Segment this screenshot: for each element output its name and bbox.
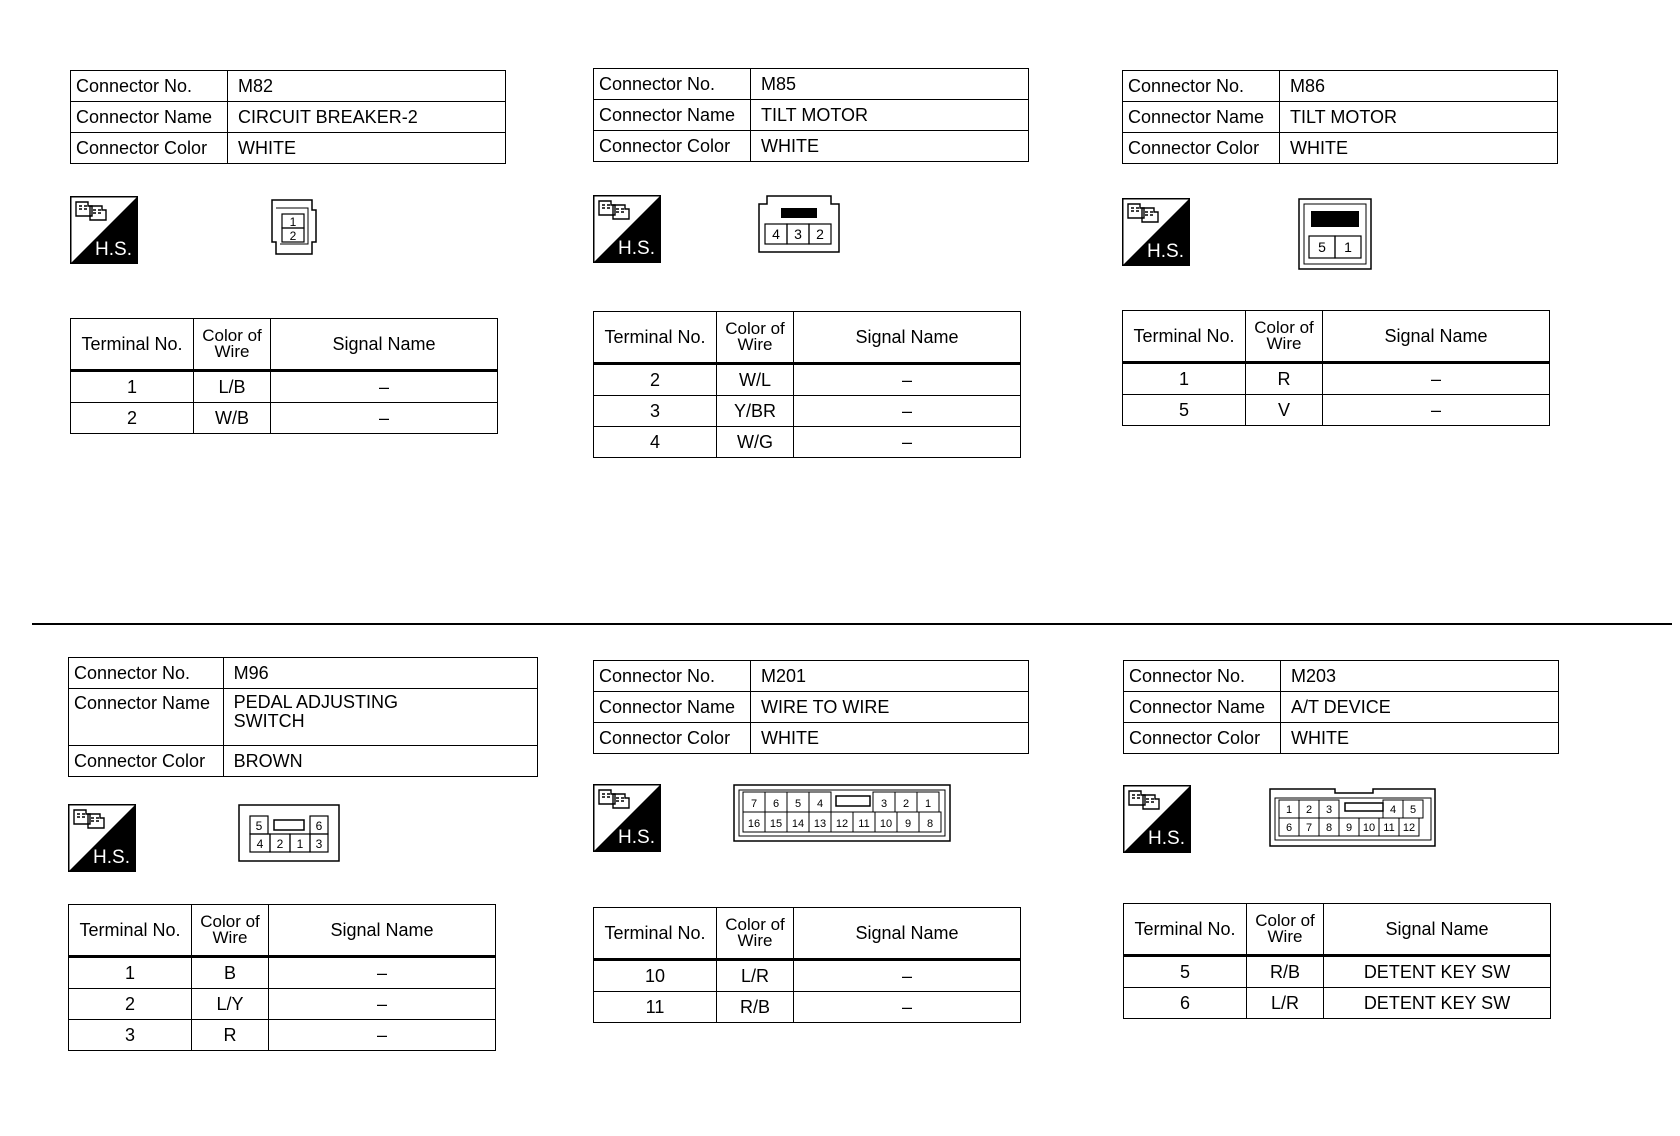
connector-face-diagram	[1298, 198, 1376, 274]
terminal-no-header: Terminal No.	[1124, 904, 1247, 956]
pin-10: 10	[879, 818, 893, 830]
table-row	[1124, 956, 1551, 988]
connector-no-value: M82	[228, 71, 506, 102]
wire-color: V	[1246, 395, 1323, 426]
table-row	[1123, 395, 1550, 426]
connector-no-value: M203	[1281, 661, 1559, 692]
pin-2: 2	[816, 226, 824, 242]
table-row	[71, 371, 498, 403]
hs-label: H.S.	[618, 238, 655, 259]
connector-face-diagram	[757, 194, 847, 258]
connector-panel-m203	[1123, 660, 1593, 1013]
signal-name: –	[269, 989, 496, 1020]
connector-name-value: TILT MOTOR	[1280, 102, 1558, 133]
connector-color-label: Connector Color	[69, 746, 224, 777]
connector-name-value: CIRCUIT BREAKER-2	[228, 102, 506, 133]
terminal-table	[68, 904, 496, 1051]
connector-panel-m201	[593, 660, 1063, 1017]
connector-info-table	[1122, 70, 1558, 164]
terminal-no-header: Terminal No.	[71, 319, 194, 371]
table-row	[1124, 988, 1551, 1019]
signal-name: –	[794, 364, 1021, 396]
terminal-no: 1	[71, 371, 194, 403]
terminal-no-header: Terminal No.	[594, 312, 717, 364]
connector-info-table	[68, 657, 538, 777]
harness-side-icon	[1123, 785, 1191, 853]
pin-6: 6	[1285, 822, 1293, 834]
terminal-no-header: Terminal No.	[69, 905, 192, 957]
connector-name-label: Connector Name	[69, 689, 224, 746]
connector-panel-m85	[593, 68, 1063, 452]
table-row	[71, 403, 498, 434]
wire-color: B	[192, 957, 269, 989]
signal-name-header: Signal Name	[1324, 904, 1551, 956]
connector-info-table	[593, 68, 1029, 162]
terminal-no: 5	[1124, 956, 1247, 988]
pin-1: 1	[1344, 239, 1352, 255]
connector-no-value: M85	[751, 69, 1029, 100]
connector-no-label: Connector No.	[594, 69, 751, 100]
connector-name-value: TILT MOTOR	[751, 100, 1029, 131]
pin-14: 14	[791, 818, 805, 830]
harness-side-icon	[593, 195, 661, 263]
harness-side-icon	[70, 196, 138, 264]
terminal-table	[70, 318, 498, 434]
signal-name: –	[271, 371, 498, 403]
color-of-wire-header: Color of Wire	[194, 319, 271, 371]
pin-8: 8	[1325, 822, 1333, 834]
harness-side-icon	[68, 804, 136, 872]
connector-color-label: Connector Color	[594, 131, 751, 162]
wire-color: L/Y	[192, 989, 269, 1020]
hs-label: H.S.	[618, 827, 655, 848]
wire-color: W/L	[717, 364, 794, 396]
color-of-wire-header: Color of Wire	[1247, 904, 1324, 956]
hs-label: H.S.	[93, 847, 130, 868]
terminal-no: 10	[594, 960, 717, 992]
terminal-no: 5	[1123, 395, 1246, 426]
wire-color: W/B	[194, 403, 271, 434]
pin-8: 8	[926, 818, 934, 830]
table-row	[594, 396, 1021, 427]
table-row	[69, 1020, 496, 1051]
pin-4: 4	[1389, 804, 1397, 816]
pin-2: 2	[902, 798, 910, 810]
connector-name-value: WIRE TO WIRE	[751, 692, 1029, 723]
terminal-table	[593, 907, 1021, 1023]
table-row	[69, 989, 496, 1020]
terminal-no: 1	[69, 957, 192, 989]
connector-no-label: Connector No.	[71, 71, 228, 102]
connector-info-table	[593, 660, 1029, 754]
connector-color-label: Connector Color	[71, 133, 228, 164]
pin-9: 9	[904, 818, 912, 830]
pin-4: 4	[256, 837, 264, 851]
section-divider	[32, 623, 1672, 625]
harness-side-icon	[593, 784, 661, 852]
pin-1: 1	[296, 837, 304, 851]
connector-color-value: WHITE	[1281, 723, 1559, 754]
pin-3: 3	[315, 837, 323, 851]
pin-12: 12	[1402, 822, 1416, 834]
wire-color: L/R	[717, 960, 794, 992]
connector-name-label: Connector Name	[594, 692, 751, 723]
pin-3: 3	[1325, 804, 1333, 816]
connector-panel-m82	[70, 70, 540, 428]
connector-face-diagram	[1269, 788, 1439, 852]
pin-11: 11	[1383, 822, 1395, 834]
signal-name-header: Signal Name	[1323, 311, 1550, 363]
pin-5: 5	[1318, 239, 1326, 255]
connector-no-value: M201	[751, 661, 1029, 692]
table-row	[594, 364, 1021, 396]
connector-info-table	[70, 70, 506, 164]
connector-color-value: WHITE	[228, 133, 506, 164]
wire-color: R/B	[1247, 956, 1324, 988]
color-of-wire-header: Color of Wire	[717, 908, 794, 960]
connector-no-label: Connector No.	[594, 661, 751, 692]
connector-name-label: Connector Name	[1124, 692, 1281, 723]
color-of-wire-header: Color of Wire	[192, 905, 269, 957]
connector-panel-m96	[68, 657, 538, 1045]
connector-face-diagram	[238, 804, 342, 864]
connector-panel-m86	[1122, 70, 1592, 420]
table-row	[594, 992, 1021, 1023]
terminal-no: 4	[594, 427, 717, 458]
signal-name: –	[794, 960, 1021, 992]
hs-label: H.S.	[1148, 828, 1185, 849]
color-of-wire-header: Color of Wire	[1246, 311, 1323, 363]
terminal-no-header: Terminal No.	[1123, 311, 1246, 363]
signal-name-header: Signal Name	[271, 319, 498, 371]
connector-no-label: Connector No.	[1124, 661, 1281, 692]
connector-face-diagram	[266, 198, 326, 262]
pin-3: 3	[880, 798, 888, 810]
pin-16: 16	[747, 818, 761, 830]
pin-13: 13	[813, 818, 827, 830]
pin-2: 2	[289, 229, 297, 243]
wire-color: L/B	[194, 371, 271, 403]
hs-label: H.S.	[1147, 241, 1184, 262]
terminal-no: 11	[594, 992, 717, 1023]
connector-no-label: Connector No.	[1123, 71, 1280, 102]
pin-1: 1	[1285, 804, 1293, 816]
terminal-no: 1	[1123, 363, 1246, 395]
connector-name-value: A/T DEVICE	[1281, 692, 1559, 723]
pin-4: 4	[816, 798, 824, 810]
pin-10: 10	[1362, 822, 1376, 834]
terminal-no: 6	[1124, 988, 1247, 1019]
wire-color: Y/BR	[717, 396, 794, 427]
connector-color-value: WHITE	[751, 723, 1029, 754]
connector-name-label: Connector Name	[71, 102, 228, 133]
connector-color-value: BROWN	[223, 746, 537, 777]
terminal-no: 2	[71, 403, 194, 434]
harness-side-icon	[1122, 198, 1190, 266]
pin-6: 6	[315, 819, 323, 833]
terminal-table	[1123, 903, 1551, 1019]
pin-11: 11	[858, 818, 870, 830]
signal-name-header: Signal Name	[794, 312, 1021, 364]
pin-5: 5	[1409, 804, 1417, 816]
pin-12: 12	[835, 818, 849, 830]
terminal-no-header: Terminal No.	[594, 908, 717, 960]
color-of-wire-header: Color of Wire	[717, 312, 794, 364]
connector-no-label: Connector No.	[69, 658, 224, 689]
terminal-table	[1122, 310, 1550, 426]
table-row	[594, 960, 1021, 992]
pin-3: 3	[794, 226, 802, 242]
table-row	[594, 427, 1021, 458]
signal-name: –	[794, 992, 1021, 1023]
pin-6: 6	[772, 798, 780, 810]
terminal-no: 2	[594, 364, 717, 396]
connector-color-label: Connector Color	[594, 723, 751, 754]
connector-name-label: Connector Name	[1123, 102, 1280, 133]
connector-color-label: Connector Color	[1123, 133, 1280, 164]
connector-info-table	[1123, 660, 1559, 754]
connector-no-value: M96	[223, 658, 537, 689]
table-row	[69, 957, 496, 989]
pin-4: 4	[772, 226, 780, 242]
connector-name-label: Connector Name	[594, 100, 751, 131]
pin-5: 5	[794, 798, 802, 810]
connector-name-value: PEDAL ADJUSTING SWITCH	[223, 689, 537, 746]
signal-name: –	[269, 1020, 496, 1051]
terminal-no: 2	[69, 989, 192, 1020]
wire-color: W/G	[717, 427, 794, 458]
wire-color: R	[192, 1020, 269, 1051]
table-row	[1123, 363, 1550, 395]
signal-name: –	[1323, 363, 1550, 395]
pin-7: 7	[750, 798, 758, 810]
signal-name: DETENT KEY SW	[1324, 956, 1551, 988]
pin-1: 1	[924, 798, 932, 810]
signal-name: –	[794, 427, 1021, 458]
signal-name: –	[794, 396, 1021, 427]
signal-name: –	[269, 957, 496, 989]
signal-name: DETENT KEY SW	[1324, 988, 1551, 1019]
wire-color: R/B	[717, 992, 794, 1023]
wire-color: R	[1246, 363, 1323, 395]
signal-name-header: Signal Name	[794, 908, 1021, 960]
connector-no-value: M86	[1280, 71, 1558, 102]
pin-2: 2	[276, 837, 284, 851]
pin-1: 1	[289, 215, 297, 229]
connector-color-value: WHITE	[751, 131, 1029, 162]
terminal-no: 3	[69, 1020, 192, 1051]
pin-2: 2	[1305, 804, 1313, 816]
pin-7: 7	[1305, 822, 1313, 834]
wire-color: L/R	[1247, 988, 1324, 1019]
connector-color-label: Connector Color	[1124, 723, 1281, 754]
signal-name: –	[271, 403, 498, 434]
pin-15: 15	[769, 818, 783, 830]
connector-color-value: WHITE	[1280, 133, 1558, 164]
terminal-no: 3	[594, 396, 717, 427]
terminal-table	[593, 311, 1021, 458]
pin-5: 5	[255, 819, 263, 833]
hs-label: H.S.	[95, 239, 132, 260]
signal-name: –	[1323, 395, 1550, 426]
signal-name-header: Signal Name	[269, 905, 496, 957]
connector-face-diagram	[733, 784, 953, 844]
pin-9: 9	[1345, 822, 1353, 834]
